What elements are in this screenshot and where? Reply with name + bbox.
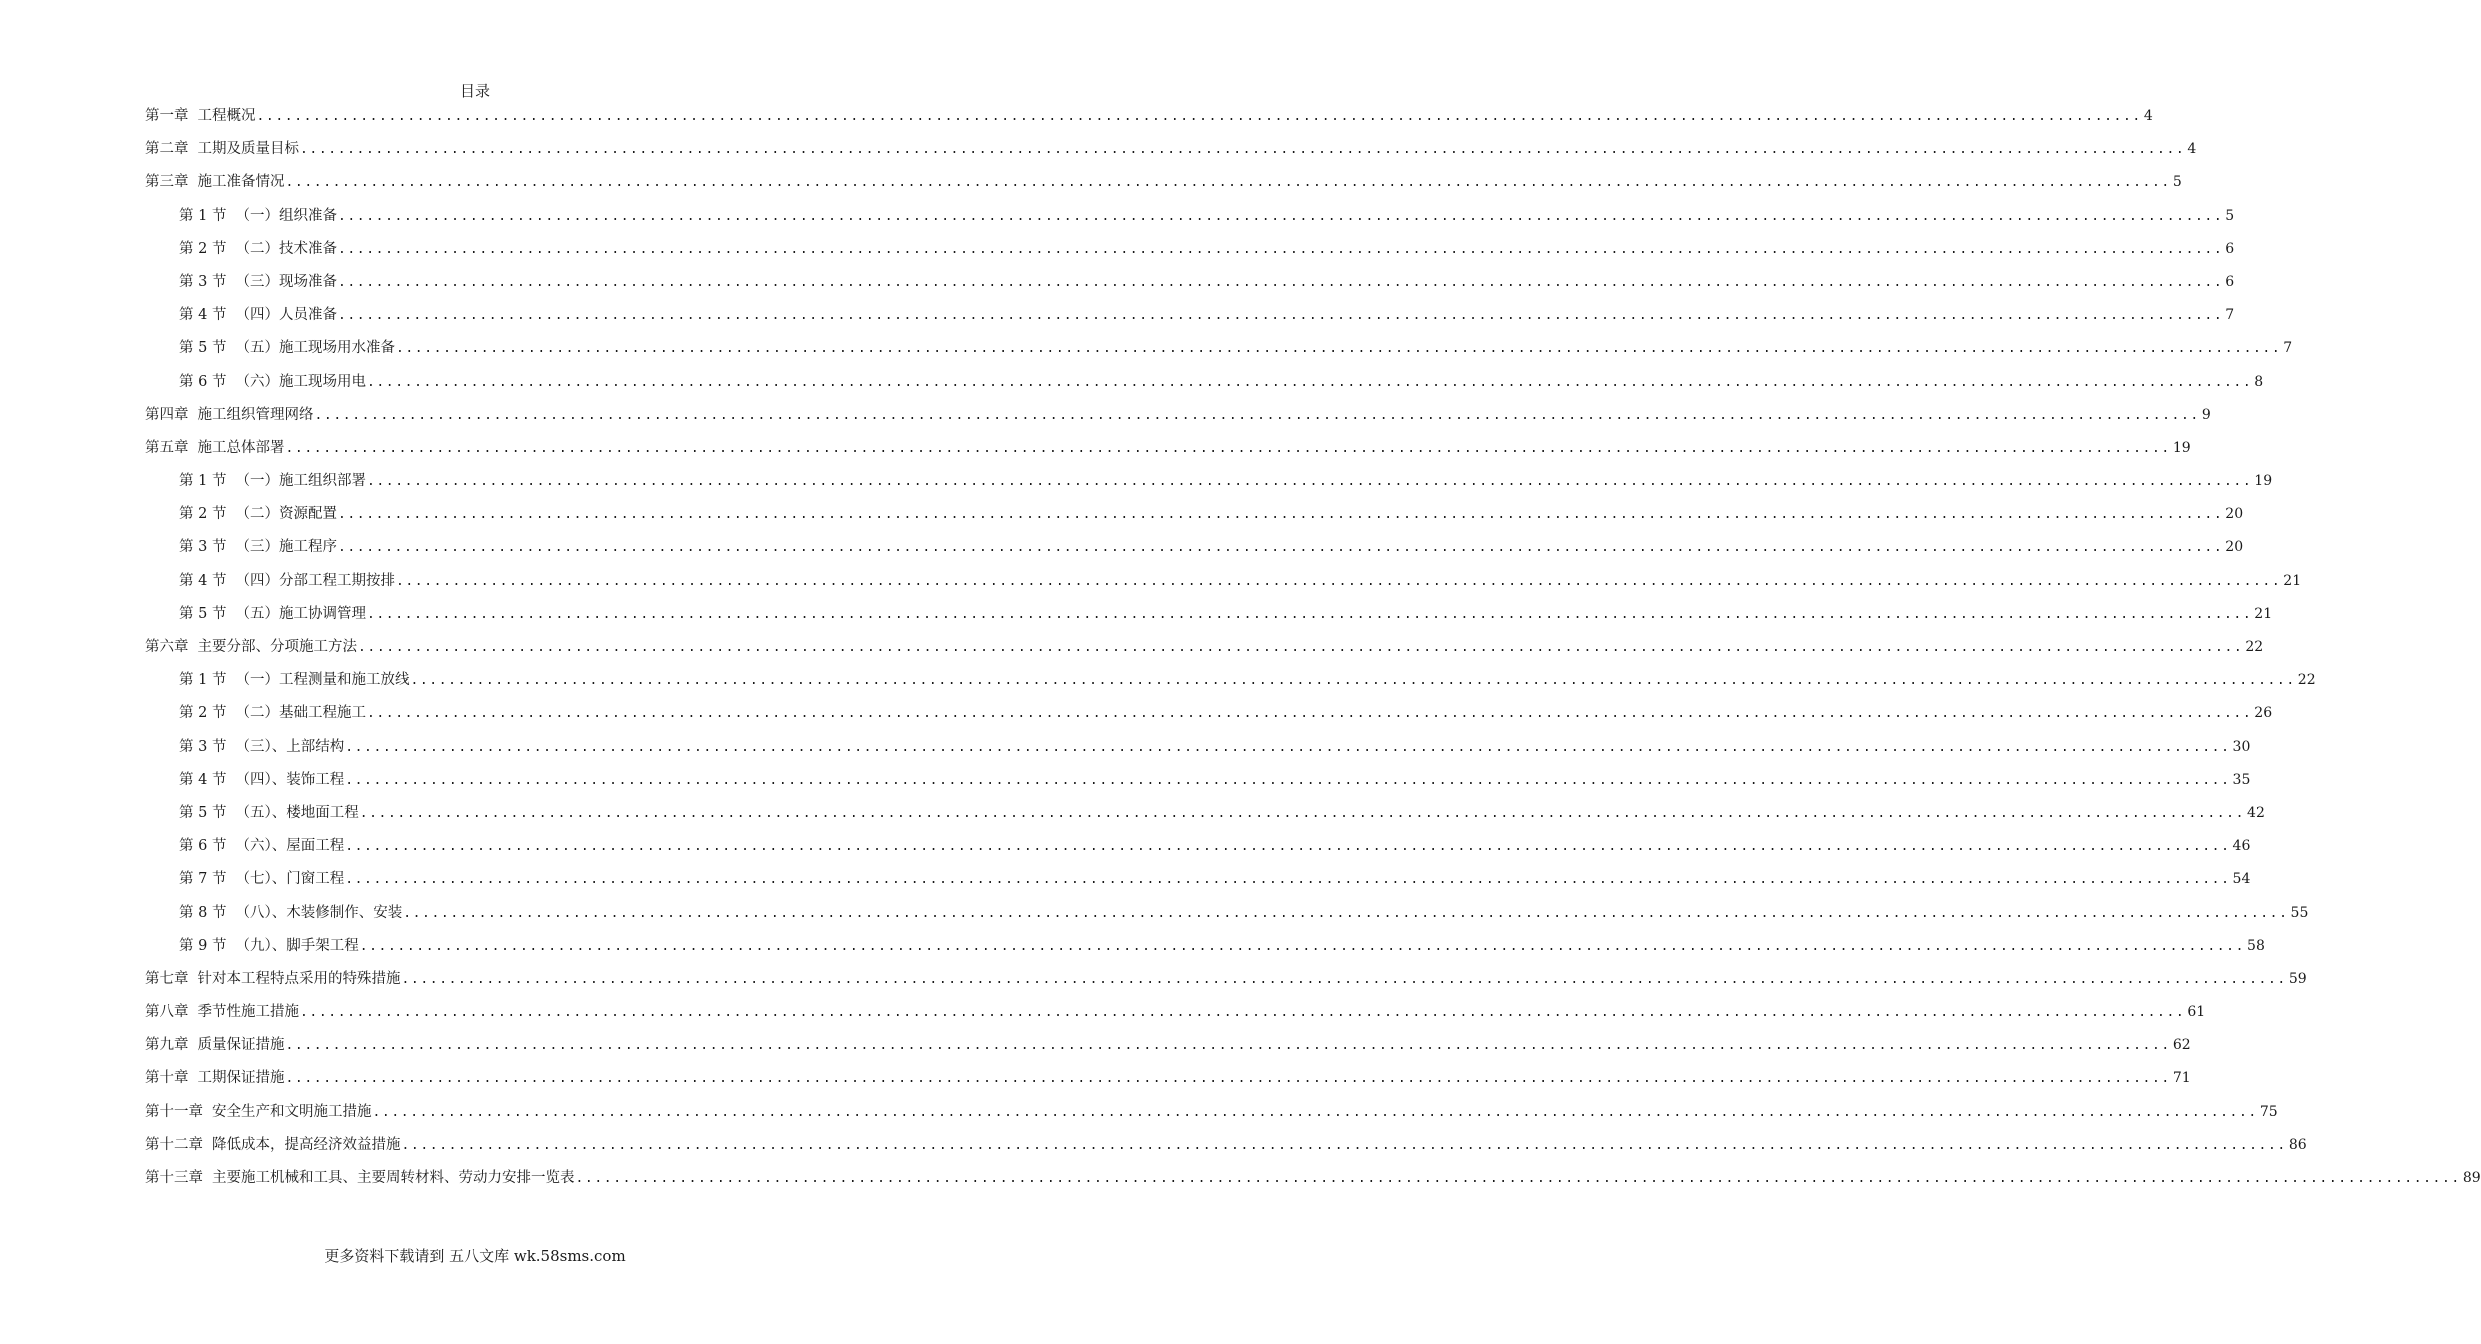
toc-section-entry[interactable]: [145, 702, 2273, 735]
toc-dot-leader: ........................................................................................................................................................................................................: [300, 1005, 2186, 1021]
toc-entry-title: （一）工程测量和施工放线: [235, 672, 410, 689]
toc-entry-number: 第五章: [145, 439, 189, 456]
toc-entry-number: 第二章: [145, 141, 189, 158]
toc-entry-title: 工程概况: [197, 108, 256, 124]
toc-entry-number: 第十二章: [145, 1136, 203, 1153]
toc-chapter-entry[interactable]: [145, 437, 2191, 470]
toc-entry-number: 第 5 节: [179, 804, 227, 821]
toc-page-number: 22: [2297, 672, 2316, 689]
toc-dot-leader: ........................................................................................................................................................................................................: [337, 208, 2224, 224]
toc-entry-number: 第 6 节: [179, 838, 227, 855]
toc-entry-number: 第 2 节: [179, 240, 227, 257]
toc-page-number: 20: [2225, 539, 2244, 556]
toc-entry-number: 第 1 节: [179, 672, 227, 689]
toc-entry-number: 第十章: [145, 1070, 189, 1087]
toc-dot-leader: ........................................................................................................................................................................................................: [314, 407, 2200, 423]
toc-dot-leader: ........................................................................................................................................................................................................: [366, 374, 2253, 390]
toc-entry-number: 第 2 节: [179, 705, 227, 722]
toc-page-number: 5: [2225, 207, 2235, 224]
toc-entry-title: （五）施工协调管理: [235, 605, 366, 622]
toc-entry-title: 质量保证措施: [197, 1037, 285, 1054]
toc-entry-number: 第 4 节: [179, 307, 227, 324]
toc-entry-title: 季节性施工措施: [197, 1004, 299, 1021]
toc-entry-title: （一）组织准备: [235, 207, 337, 224]
toc-entry-number: 第四章: [145, 406, 189, 423]
toc-page-number: 4: [2187, 141, 2197, 158]
toc-entry-title: 施工准备情况: [197, 174, 285, 191]
toc-entry-number: 第 5 节: [179, 340, 227, 357]
toc-dot-leader: ........................................................................................................................................................................................................: [372, 1104, 2258, 1120]
toc-chapter-entry[interactable]: [145, 636, 2264, 669]
toc-page-number: 42: [2247, 804, 2265, 821]
toc-entry-title: （八）、木装修制作、安装: [235, 904, 403, 921]
table-of-contents: [145, 105, 2481, 1200]
toc-entry-title: （二）基础工程施工: [235, 705, 366, 722]
toc-entry-title: （三）、上部结构: [235, 738, 345, 755]
toc-dot-leader: ........................................................................................................................................................................................................: [401, 971, 2287, 987]
toc-entry-title: 主要分部、分项施工方法: [197, 639, 357, 655]
toc-page-number: 71: [2172, 1070, 2191, 1087]
toc-entry-title: （三）现场准备: [235, 273, 337, 290]
toc-dot-leader: ........................................................................................................................................................................................................: [285, 440, 2171, 456]
toc-entry-title: （四）人员准备: [235, 307, 337, 324]
toc-entry-title: 施工总体部署: [197, 439, 285, 456]
toc-dot-leader: ........................................................................................................................................................................................................: [395, 573, 2282, 589]
toc-dot-leader: ........................................................................................................................................................................................................: [401, 1137, 2287, 1153]
toc-chapter-entry[interactable]: [145, 138, 2197, 171]
toc-dot-leader: ........................................................................................................................................................................................................: [410, 673, 2296, 689]
toc-entry-title: 工期保证措施: [197, 1070, 285, 1087]
toc-page-number: 58: [2247, 937, 2265, 954]
toc-entry-title: （二）资源配置: [235, 506, 337, 523]
toc-chapter-entry[interactable]: [145, 1134, 2307, 1167]
toc-entry-number: 第一章: [145, 108, 189, 124]
toc-entry-title: （一）施工组织部署: [235, 473, 366, 490]
toc-entry-title: （五）施工现场用水准备: [235, 340, 395, 357]
toc-dot-leader: ........................................................................................................................................................................................................: [575, 1171, 2461, 1186]
toc-entry-title: 针对本工程特点采用的特殊措施: [197, 970, 401, 987]
toc-dot-leader: ........................................................................................................................................................................................................: [345, 772, 2231, 788]
toc-entry-number: 第 2 节: [179, 506, 227, 523]
toc-entry-number: 第十一章: [145, 1103, 203, 1120]
toc-section-entry[interactable]: [145, 371, 2264, 404]
toc-chapter-entry[interactable]: [145, 404, 2211, 437]
toc-entry-number: 第 1 节: [179, 473, 227, 490]
toc-page-number: 6: [2225, 240, 2235, 257]
toc-entry-title: 主要施工机械和工具、主要周转材料、劳动力安排一览表: [212, 1170, 575, 1186]
toc-page-number: 26: [2254, 705, 2273, 722]
toc-section-entry[interactable]: [145, 769, 2251, 802]
toc-section-entry[interactable]: [145, 603, 2273, 636]
toc-dot-leader: ........................................................................................................................................................................................................: [337, 308, 2224, 324]
toc-dot-leader: ........................................................................................................................................................................................................: [359, 938, 2246, 954]
toc-section-entry[interactable]: [145, 802, 2265, 835]
toc-dot-leader: ........................................................................................................................................................................................................: [345, 872, 2231, 888]
toc-page-number: 4: [2143, 108, 2153, 124]
toc-page-number: 59: [2288, 970, 2307, 987]
toc-entry-title: （二）技术准备: [235, 240, 337, 257]
toc-chapter-entry[interactable]: [145, 1067, 2191, 1100]
toc-chapter-entry[interactable]: [145, 968, 2307, 1001]
toc-page-number: 7: [2225, 307, 2235, 324]
footer-note: 更多资料下载请到 五八文库 wk.58sms.com: [324, 1247, 626, 1265]
toc-entry-title: （七）、门窗工程: [235, 871, 345, 888]
toc-section-entry[interactable]: [145, 271, 2235, 304]
toc-page-number: 35: [2232, 771, 2251, 788]
toc-section-entry[interactable]: [145, 669, 2316, 702]
toc-dot-leader: ........................................................................................................................................................................................................: [256, 109, 2142, 124]
toc-entry-number: 第 4 节: [179, 572, 227, 589]
toc-page-number: 62: [2172, 1037, 2191, 1054]
toc-section-entry[interactable]: [145, 304, 2235, 337]
toc-page-number: 30: [2232, 738, 2251, 755]
toc-entry-title: （四）、装饰工程: [235, 771, 345, 788]
toc-page-number: 7: [2283, 340, 2293, 357]
toc-entry-title: （六）施工现场用电: [235, 373, 366, 390]
toc-dot-leader: ........................................................................................................................................................................................................: [337, 540, 2224, 556]
toc-entry-number: 第 9 节: [179, 937, 227, 954]
toc-dot-leader: ........................................................................................................................................................................................................: [395, 341, 2282, 357]
toc-section-entry[interactable]: [145, 470, 2273, 503]
toc-dot-leader: ........................................................................................................................................................................................................: [337, 507, 2224, 523]
toc-entry-title: 降低成本，提高经济效益措施: [212, 1136, 401, 1153]
toc-entry-number: 第十三章: [145, 1170, 203, 1186]
toc-page-number: 8: [2254, 373, 2264, 390]
toc-section-entry[interactable]: [145, 902, 2309, 935]
toc-entry-number: 第九章: [145, 1037, 189, 1054]
toc-dot-leader: ........................................................................................................................................................................................................: [358, 640, 2244, 655]
toc-dot-leader: ........................................................................................................................................................................................................: [366, 706, 2253, 722]
toc-entry-title: 工期及质量目标: [197, 141, 299, 158]
toc-entry-title: （九）、脚手架工程: [235, 937, 359, 954]
toc-page-number: 46: [2232, 838, 2251, 855]
toc-entry-number: 第三章: [145, 174, 189, 191]
toc-section-entry[interactable]: [145, 536, 2244, 569]
toc-dot-leader: ........................................................................................................................................................................................................: [359, 805, 2246, 821]
toc-entry-title: 安全生产和文明施工措施: [212, 1103, 372, 1120]
toc-page-number: 22: [2245, 639, 2264, 655]
toc-entry-number: 第 1 节: [179, 207, 227, 224]
toc-page-number: 5: [2172, 174, 2182, 191]
toc-page-number: 9: [2201, 406, 2211, 423]
toc-dot-leader: ........................................................................................................................................................................................................: [403, 905, 2289, 921]
toc-section-entry[interactable]: [145, 205, 2235, 238]
toc-section-entry[interactable]: [145, 868, 2251, 901]
toc-page-number: 89: [2462, 1170, 2481, 1186]
toc-entry-number: 第 5 节: [179, 605, 227, 622]
toc-section-entry[interactable]: [145, 337, 2293, 370]
toc-page-number: 75: [2259, 1103, 2278, 1120]
toc-entry-number: 第 7 节: [179, 871, 227, 888]
toc-dot-leader: ........................................................................................................................................................................................................: [285, 175, 2171, 191]
toc-dot-leader: ........................................................................................................................................................................................................: [300, 142, 2186, 158]
toc-dot-leader: ........................................................................................................................................................................................................: [366, 474, 2253, 490]
toc-page-number: 54: [2232, 871, 2251, 888]
toc-chapter-entry[interactable]: [145, 105, 2153, 138]
toc-section-entry[interactable]: [145, 835, 2251, 868]
toc-page-number: 21: [2254, 605, 2273, 622]
toc-dot-leader: ........................................................................................................................................................................................................: [345, 839, 2231, 855]
toc-section-entry[interactable]: [145, 503, 2244, 536]
toc-chapter-entry[interactable]: [145, 1167, 2481, 1200]
toc-dot-leader: ........................................................................................................................................................................................................: [337, 274, 2224, 290]
toc-page-number: 19: [2254, 473, 2273, 490]
toc-entry-title: （三）施工程序: [235, 539, 337, 556]
toc-entry-number: 第 4 节: [179, 771, 227, 788]
toc-dot-leader: ........................................................................................................................................................................................................: [285, 1071, 2171, 1087]
toc-entry-number: 第 3 节: [179, 539, 227, 556]
toc-entry-number: 第 6 节: [179, 373, 227, 390]
toc-page-number: 61: [2187, 1004, 2206, 1021]
toc-dot-leader: ........................................................................................................................................................................................................: [337, 241, 2224, 257]
toc-entry-number: 第八章: [145, 1004, 189, 1021]
toc-chapter-entry[interactable]: [145, 1001, 2206, 1034]
toc-dot-leader: ........................................................................................................................................................................................................: [285, 1038, 2171, 1054]
toc-entry-number: 第 3 节: [179, 273, 227, 290]
toc-page-number: 55: [2290, 904, 2309, 921]
toc-chapter-entry[interactable]: [145, 1101, 2278, 1134]
toc-dot-leader: ........................................................................................................................................................................................................: [345, 739, 2231, 755]
toc-page-number: 86: [2288, 1136, 2307, 1153]
toc-entry-title: （六）、屋面工程: [235, 838, 345, 855]
toc-entry-number: 第六章: [145, 639, 189, 655]
page-title: 目录: [459, 82, 490, 100]
toc-section-entry[interactable]: [145, 736, 2251, 769]
toc-entry-title: 施工组织管理网络: [197, 406, 314, 423]
toc-page-number: 6: [2225, 273, 2235, 290]
toc-entry-title: （五）、楼地面工程: [235, 804, 359, 821]
toc-dot-leader: ........................................................................................................................................................................................................: [366, 606, 2253, 622]
toc-entry-number: 第 8 节: [179, 904, 227, 921]
toc-entry-title: （四）分部工程工期按排: [235, 572, 395, 589]
toc-section-entry[interactable]: [145, 570, 2302, 603]
toc-entry-number: 第七章: [145, 970, 189, 987]
toc-page-number: 21: [2283, 572, 2302, 589]
toc-section-entry[interactable]: [145, 238, 2235, 271]
toc-page-number: 20: [2225, 506, 2244, 523]
toc-chapter-entry[interactable]: [145, 171, 2182, 204]
toc-page-number: 19: [2172, 439, 2191, 456]
toc-chapter-entry[interactable]: [145, 1034, 2191, 1067]
toc-entry-number: 第 3 节: [179, 738, 227, 755]
toc-section-entry[interactable]: [145, 935, 2265, 968]
